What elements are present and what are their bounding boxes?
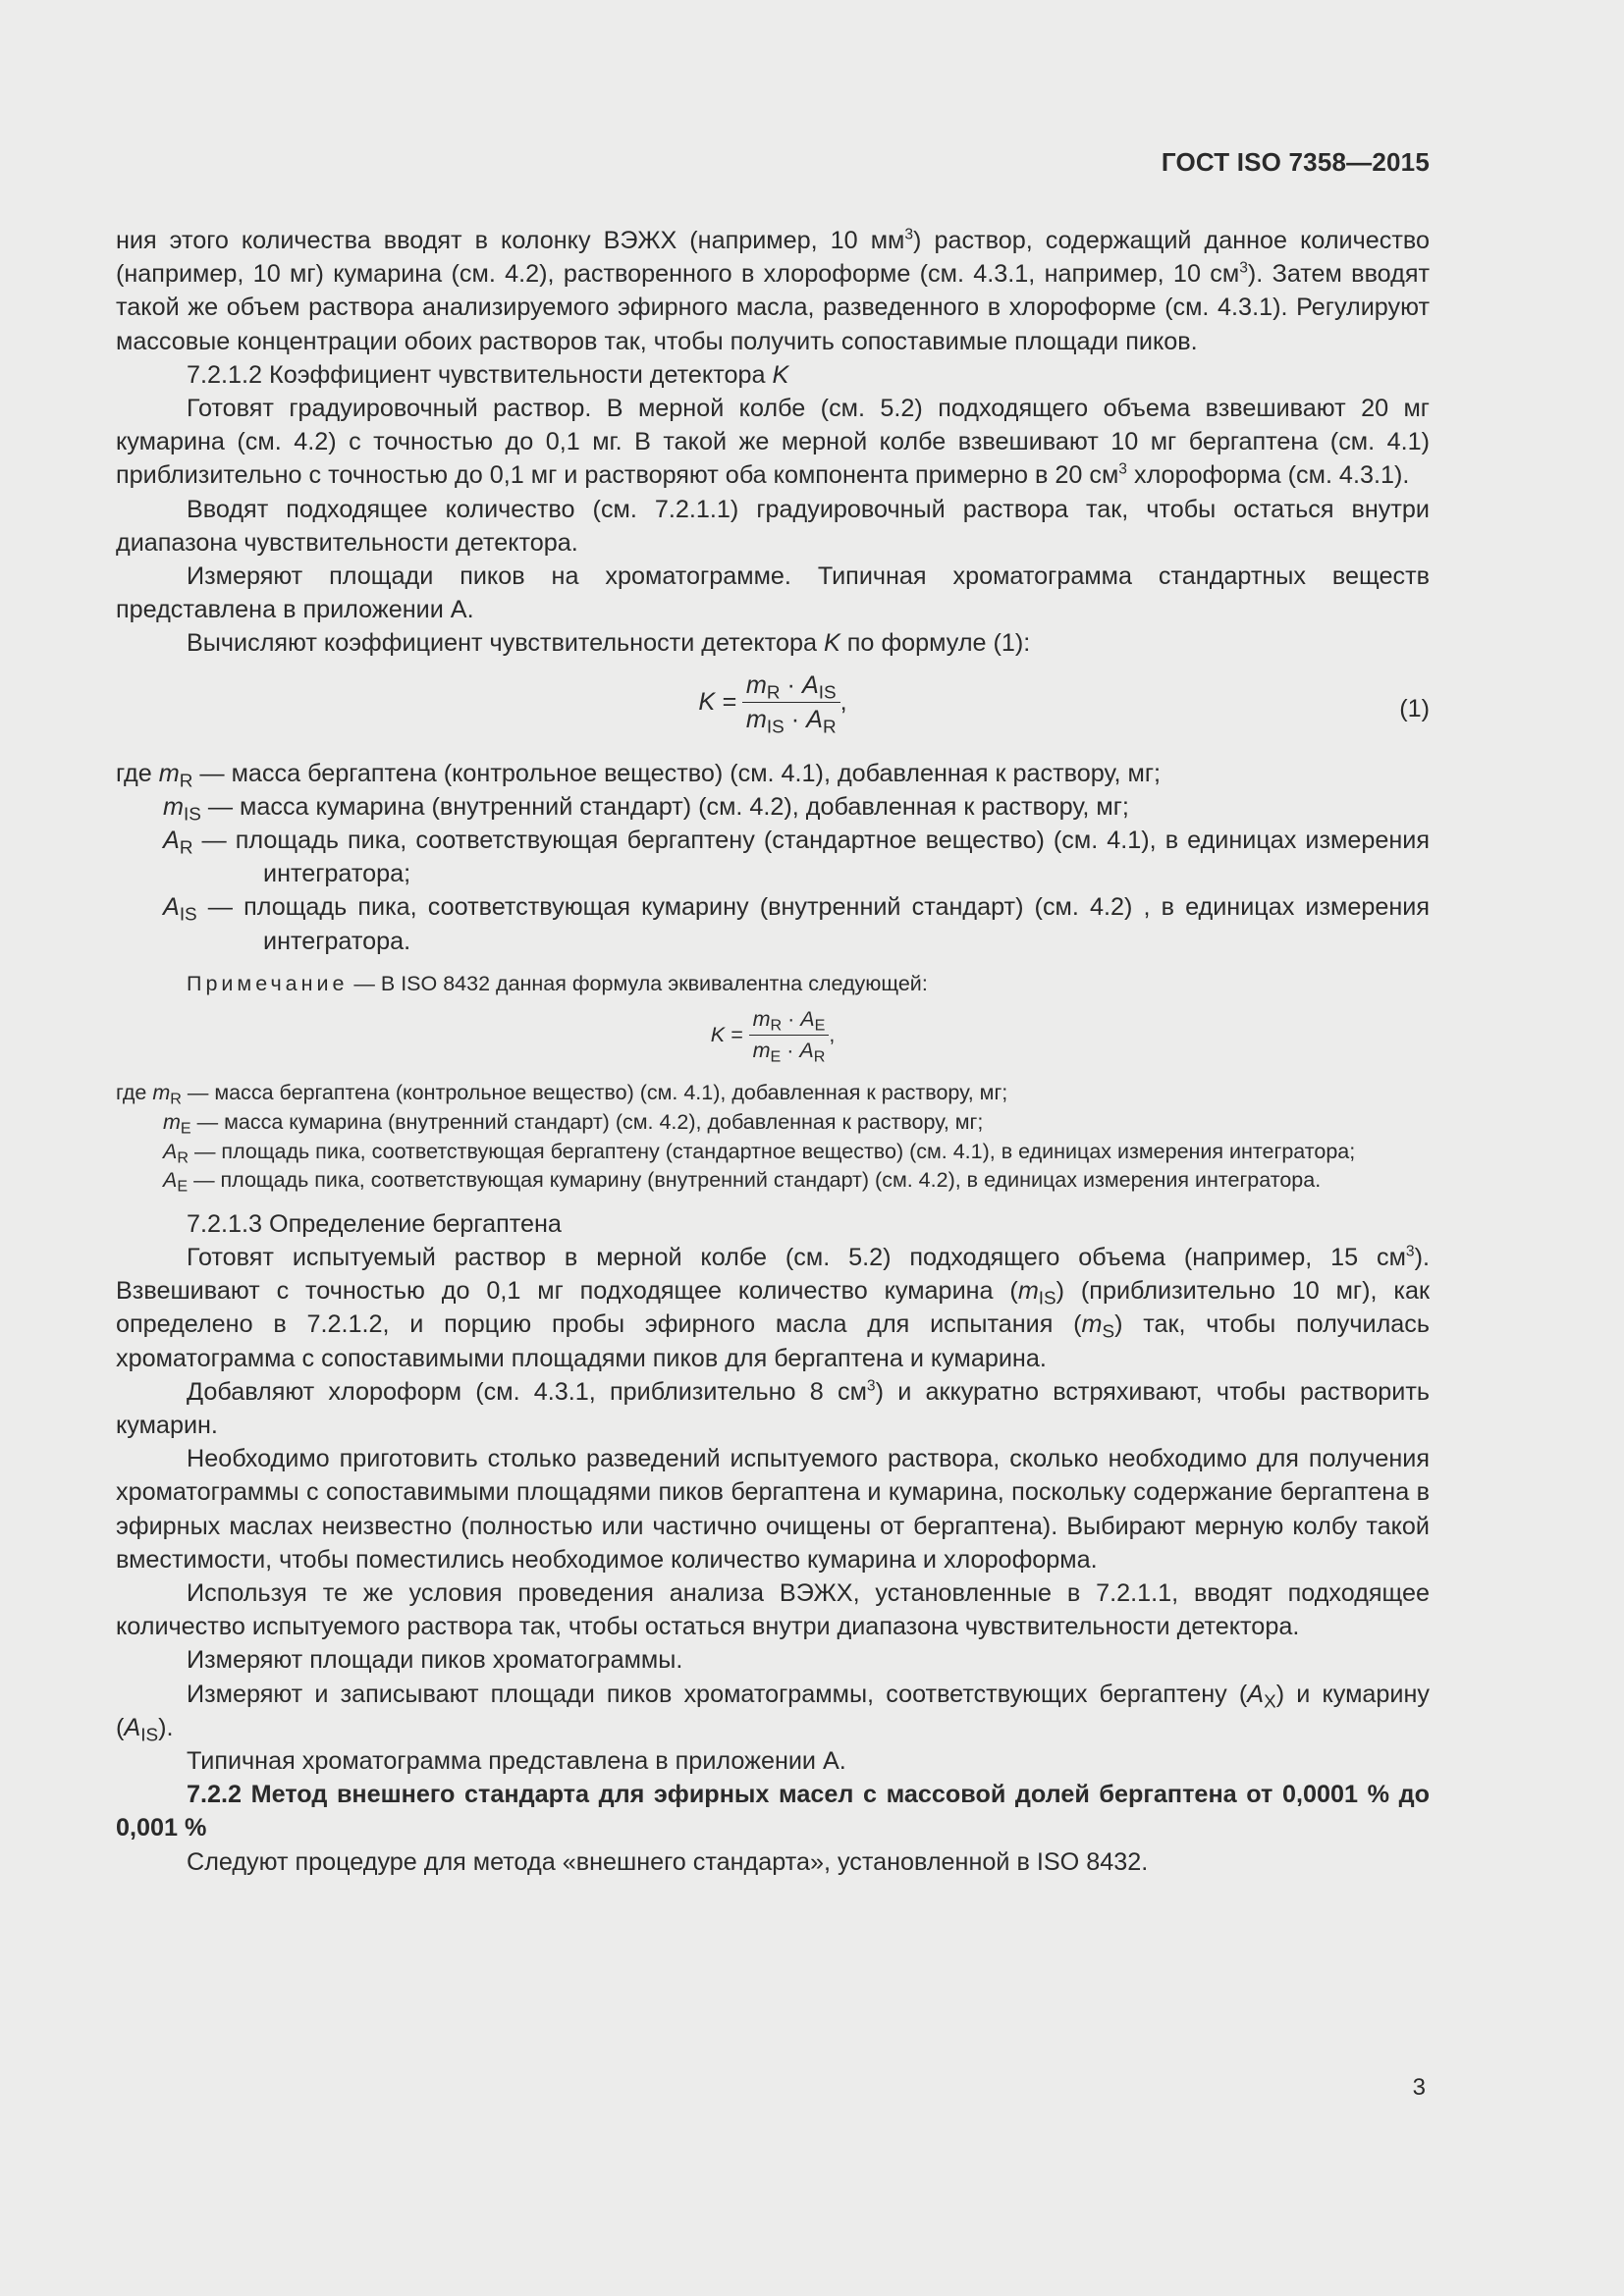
heading-text: 7.2.1.2 Коэффициент чувствительности детектора: [187, 360, 773, 389]
variable: K: [823, 629, 840, 658]
section-heading-7212: [116, 358, 1430, 392]
var: m: [745, 670, 767, 699]
definitions-list-1: [116, 757, 1430, 958]
definition-item: [116, 790, 1430, 824]
subscript: IS: [183, 804, 201, 826]
paragraph-record-peaks: Измеряют и записывают площади пиков хроматограммы, соответствующих бергаптену $(A_X)$ и кумарину $(A_{IS})$.: [116, 1680, 1430, 1746]
text-run: хлороформа (см. 4.3.1).: [1126, 461, 1410, 490]
definition-item: [116, 890, 1430, 957]
note-definition-item: $m_E$ — масса кумарина (внутренний стандарт) (см. 4.2), добавленная к раствору, мг;: [163, 1110, 984, 1138]
note-label: Примечание: [187, 971, 349, 995]
symbol: A: [163, 827, 180, 855]
definition-text: — масса кумарина (внутренний стандарт) (см. 4.2), добавленная к раствору, мг;: [200, 792, 1129, 821]
formula-fraction: [742, 670, 840, 737]
page-number: 3: [1412, 2074, 1426, 2101]
formula-1-expression: [116, 670, 1430, 737]
section-heading-722: 7.2.2 Метод внешнего стандарта для эфирных масел с массовой долей бергаптена от 0,0001 % до 0,001 %: [116, 1781, 1430, 1842]
definition-item: где $m_R$ — масса бергаптена (контрольное вещество) (см. 4.1), добавленная к раствору, мг;: [116, 759, 1162, 791]
paragraph-hplc-conditions: Используя те же условия проведения анализа ВЭЖХ, установленные в 7.2.1.1, вводят подходящее количество испытуемого раствора так, чтобы остаться внутри диапазона чувствительности детектора.: [116, 1579, 1430, 1641]
text-run: Вычисляют коэффициент чувствительности детектора: [187, 629, 824, 658]
formula-lhs: K =: [710, 1023, 743, 1047]
text-run: ния этого количества вводят в колонку ВЭЖХ (например, 10 мм: [116, 227, 905, 254]
subscript: IS: [179, 904, 197, 926]
definition-item: [116, 824, 1430, 890]
subscript: IS: [818, 681, 837, 703]
paragraph-typical-chromatogram: Типичная хроматограмма представлена в приложении А.: [187, 1747, 846, 1776]
note-definition-item: $A_E$ — площадь пика, соответствующая кумарину (внутренний стандарт) (см. 4.2), в единицах измерения интегратора.: [163, 1168, 1322, 1196]
formula-1: [116, 670, 1430, 751]
dot: ·: [780, 670, 802, 699]
text-run: по формуле (1):: [839, 629, 1031, 658]
paragraph-measure-peaks: Измеряют площади пиков хроматограммы.: [187, 1646, 683, 1675]
text-run: ). Затем вводят такой же объем раствора анализируемого эфирного масла, разведенного в хлороформе (см. 4.3.1). Регулируют массовые концентрации обоих растворов так, чтобы получить сопоставимые площади пиков.: [116, 260, 1430, 355]
paragraph-external-standard: Следуют процедуре для метода «внешнего стандарта», установленной в ISO 8432.: [187, 1847, 1149, 1876]
text-run: ) раствор, содержащий данное количество (например, 10 мг) кумарина (см. 4.2), растворенного в хлороформе (см. 4.3.1, например, 10 см: [116, 227, 1430, 289]
formula-denominator: [742, 703, 840, 737]
paragraph-calc: [116, 626, 1430, 660]
page-body: [116, 224, 1430, 1879]
var: m: [745, 705, 767, 733]
formula-number: (1): [1399, 694, 1430, 722]
definition-text: — площадь пика, соответствующая кумарину (внутренний стандарт) (см. 4.2) , в единицах измерения интегратора.: [196, 893, 1430, 955]
document-id-header: ГОСТ ISO 7358—2015: [1161, 147, 1430, 177]
note-block: [116, 970, 1430, 1196]
paragraph-test-solution: Готовят испытуемый раствор в мерной колбе (см. 5.2) подходящего объема (например, 15 $см^3$). Взвешивают с точностью до 0,1 мг подходящее количество кумарина $(m_{IS})$ (приблизительно 10 мг), как определено в 7.2.1.2, и порцию пробы эфирного масла для испытания $(m_S)$ так, чтобы получилась хроматограмма с сопоставимыми площадями пиков для бергаптена и кумарина.: [116, 1243, 1430, 1372]
formula-trail: ,: [829, 1023, 836, 1047]
paragraph-continuation: [116, 224, 1430, 358]
formula-numerator: $m_R \cdot A_E$: [749, 1006, 830, 1036]
note-text: — В ISO 8432 данная формула эквивалентна следующей:: [348, 971, 928, 995]
symbol: A: [163, 893, 180, 922]
note-definition-item: $A_R$ — площадь пика, соответствующая бергаптену (стандартное вещество) (см. 4.1), в единицах измерения интегратора;: [163, 1139, 1356, 1167]
var: A: [801, 670, 819, 699]
paragraph-calibration: [116, 392, 1430, 493]
symbol: m: [158, 759, 180, 787]
section-heading-7213: 7.2.1.3 Определение бергаптена: [187, 1209, 562, 1238]
subscript: R: [179, 837, 193, 859]
formula-trail: ,: [839, 688, 847, 717]
paragraph-chloroform: Добавляют хлороформ (см. 4.3.1, приблизительно 8 $см^3$) и аккуратно встряхивают, чтобы растворить кумарин.: [116, 1377, 1430, 1440]
definition-text: — масса бергаптена (контрольное вещество) (см. 4.1), добавленная к раствору, мг;: [192, 759, 1162, 787]
heading-variable: K: [772, 360, 789, 389]
definition-text: — площадь пика, соответствующая бергаптену (стандартное вещество) (см. 4.1), в единицах измерения интегратора;: [192, 827, 1430, 888]
note-lead: [116, 970, 1430, 999]
text-run: Готовят градуировочный раствор. В мерной колбе (см. 5.2) подходящего объема взвешивают 20 мг кумарина (см. 4.2) с точностью до 0,1 мг. В такой же мерной колбе взвешивают 10 мг бергаптена (см. 4.1) приблизительно с точностью до 0,1 мг и растворяют оба компонента примерно в 20 см: [116, 395, 1430, 490]
subscript: IS: [766, 716, 785, 737]
subscript: R: [766, 681, 781, 703]
subscript: R: [822, 716, 837, 737]
subscript: R: [179, 770, 193, 791]
paragraph-inject: Вводят подходящее количество (см. 7.2.1.1) градуировочный раствора так, чтобы остаться внутри диапазона чувствительности детектора.: [116, 495, 1430, 557]
note-formula: [116, 1006, 1430, 1077]
symbol: m: [163, 792, 184, 821]
formula-fraction: [749, 1006, 830, 1064]
superscript: 3: [904, 226, 914, 243]
superscript: 3: [1118, 461, 1127, 479]
formula-numerator: [742, 670, 840, 703]
formula-denominator: $m_E \cdot A_R$: [752, 1039, 826, 1066]
paragraph-dilutions: Необходимо приготовить столько разведений испытуемого раствора, сколько необходимо для получения хроматограммы с сопоставимыми площадями пиков бергаптена и кумарина, поскольку содержание бергаптена в эфирных маслах неизвестно (полностью или частично очищены от бергаптена). Выбирают мерную колбу такой вместимости, чтобы поместились необходимое количество кумарина и хлороформа.: [116, 1445, 1430, 1574]
formula-lhs: K =: [698, 688, 736, 717]
paragraph-measure: Измеряют площади пиков на хроматограмме. Типичная хроматограмма стандартных веществ представлена в приложении А.: [116, 562, 1430, 624]
superscript: 3: [1239, 259, 1248, 277]
note-definition-item: где $m_R$ — масса бергаптена (контрольное вещество) (см. 4.1), добавленная к раствору, мг;: [116, 1081, 1008, 1108]
dot: ·: [784, 705, 807, 733]
var: A: [806, 705, 823, 733]
